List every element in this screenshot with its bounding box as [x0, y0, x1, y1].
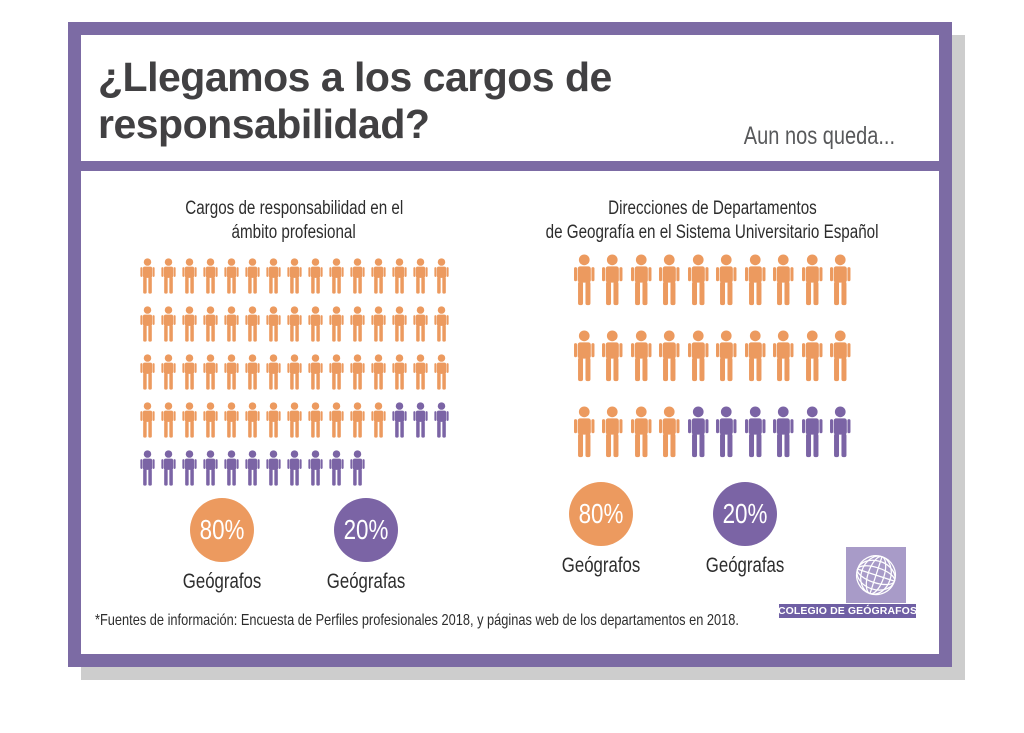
person-icon: [391, 354, 408, 393]
person-icon: [202, 450, 219, 489]
person-icon: [771, 254, 796, 310]
pictogram-rows: [572, 254, 853, 462]
person-icon: [139, 306, 156, 345]
person-icon: [370, 258, 387, 297]
person-icon: [244, 402, 261, 441]
person-icon: [139, 258, 156, 297]
legend-label: Geógrafos: [182, 570, 262, 593]
pictogram-row: [139, 450, 450, 490]
person-icon: [202, 354, 219, 393]
person-icon: [328, 306, 345, 345]
person-icon: [771, 330, 796, 386]
person-icon: [202, 258, 219, 297]
person-icon: [244, 450, 261, 489]
person-icon: [286, 258, 303, 297]
percent-badge: 20%: [334, 498, 398, 562]
pictogram-row: [572, 406, 853, 462]
person-icon: [223, 258, 240, 297]
person-icon: [202, 402, 219, 441]
person-icon: [657, 406, 682, 462]
person-icon: [771, 406, 796, 462]
legend-item: [173, 498, 271, 594]
person-icon: [139, 402, 156, 441]
person-icon: [800, 406, 825, 462]
person-icon: [629, 406, 654, 462]
pictogram-row: [139, 258, 450, 298]
person-icon: [223, 306, 240, 345]
person-icon: [800, 254, 825, 310]
person-icon: [307, 450, 324, 489]
person-icon: [328, 354, 345, 393]
person-icon: [412, 258, 429, 297]
person-icon: [223, 354, 240, 393]
person-icon: [714, 330, 739, 386]
person-icon: [265, 258, 282, 297]
person-icon: [743, 406, 768, 462]
person-icon: [370, 354, 387, 393]
chart-legend: [94, 498, 494, 594]
person-icon: [160, 450, 177, 489]
person-icon: [244, 354, 261, 393]
percent-badge: 80%: [569, 482, 633, 546]
person-icon: [370, 402, 387, 441]
person-icon: [572, 254, 597, 310]
person-icon: [800, 330, 825, 386]
person-icon: [181, 258, 198, 297]
person-icon: [286, 306, 303, 345]
person-icon: [412, 402, 429, 441]
person-icon: [286, 354, 303, 393]
person-icon: [265, 450, 282, 489]
globe-icon: [846, 547, 906, 605]
person-icon: [743, 254, 768, 310]
person-icon: [433, 258, 450, 297]
infographic-frame: [68, 22, 952, 667]
legend-item: [317, 498, 415, 594]
person-icon: [349, 450, 366, 489]
person-icon: [629, 330, 654, 386]
person-icon: [391, 258, 408, 297]
person-icon: [307, 258, 324, 297]
subtitle: Aun nos queda...: [743, 122, 895, 150]
legend-label: Geógrafas: [705, 554, 785, 577]
pictogram-rows: [139, 258, 450, 490]
person-icon: [349, 306, 366, 345]
person-icon: [572, 330, 597, 386]
person-icon: [181, 354, 198, 393]
person-icon: [629, 254, 654, 310]
person-icon: [286, 450, 303, 489]
logo-banner: COLEGIO DE GEÓGRAFOS: [777, 605, 918, 617]
pictogram-row: [572, 330, 853, 386]
pictogram-chart-professional: [94, 197, 494, 594]
person-icon: [714, 254, 739, 310]
person-icon: [181, 450, 198, 489]
percent-badge: 20%: [713, 482, 777, 546]
person-icon: [160, 402, 177, 441]
page-title-line-1: ¿Llegamos a los cargos de: [98, 54, 612, 100]
person-icon: [828, 330, 853, 386]
person-icon: [412, 354, 429, 393]
person-icon: [160, 354, 177, 393]
person-icon: [160, 258, 177, 297]
person-icon: [391, 402, 408, 441]
person-icon: [286, 402, 303, 441]
person-icon: [160, 306, 177, 345]
person-icon: [328, 258, 345, 297]
chart-title: Direcciones de Departamentos de Geografía en el Sistema Universitario Español: [545, 198, 879, 243]
person-icon: [139, 450, 156, 489]
person-icon: [572, 406, 597, 462]
person-icon: [244, 306, 261, 345]
person-icon: [244, 258, 261, 297]
person-icon: [600, 406, 625, 462]
person-icon: [714, 406, 739, 462]
main-content: [81, 171, 939, 644]
person-icon: [412, 306, 429, 345]
charts-area: [81, 171, 939, 594]
person-icon: [370, 306, 387, 345]
person-icon: [600, 254, 625, 310]
person-icon: [349, 354, 366, 393]
person-icon: [433, 354, 450, 393]
person-icon: [828, 254, 853, 310]
person-icon: [433, 402, 450, 441]
pictogram-chart-university: [496, 197, 928, 594]
person-icon: [743, 330, 768, 386]
person-icon: [657, 254, 682, 310]
person-icon: [600, 330, 625, 386]
person-icon: [349, 402, 366, 441]
person-icon: [181, 306, 198, 345]
person-icon: [657, 330, 682, 386]
percent-badge: 80%: [190, 498, 254, 562]
person-icon: [265, 306, 282, 345]
colegio-logo: [778, 547, 917, 619]
person-icon: [223, 450, 240, 489]
person-icon: [265, 354, 282, 393]
person-icon: [223, 402, 240, 441]
legend-label: Geógrafas: [326, 570, 406, 593]
person-icon: [349, 258, 366, 297]
legend-label: Geógrafos: [561, 554, 641, 577]
person-icon: [686, 330, 711, 386]
person-icon: [139, 354, 156, 393]
person-icon: [307, 306, 324, 345]
person-icon: [828, 406, 853, 462]
person-icon: [686, 406, 711, 462]
pictogram-row: [572, 254, 853, 310]
person-icon: [391, 306, 408, 345]
person-icon: [265, 402, 282, 441]
legend-item: [552, 482, 650, 578]
person-icon: [328, 450, 345, 489]
person-icon: [307, 354, 324, 393]
person-icon: [433, 306, 450, 345]
header: [81, 35, 939, 171]
person-icon: [202, 306, 219, 345]
chart-title: Cargos de responsabilidad en el ámbito profesional: [184, 198, 403, 243]
pictogram-row: [139, 354, 450, 394]
person-icon: [686, 254, 711, 310]
page-title-line-2: responsabilidad?: [98, 100, 430, 147]
person-icon: [181, 402, 198, 441]
person-icon: [328, 402, 345, 441]
pictogram-row: [139, 402, 450, 442]
sources-footnote: *Fuentes de información: Encuesta de Perfiles profesionales 2018, y páginas web de los departamentos en 2018.: [95, 612, 739, 629]
person-icon: [307, 402, 324, 441]
pictogram-row: [139, 306, 450, 346]
